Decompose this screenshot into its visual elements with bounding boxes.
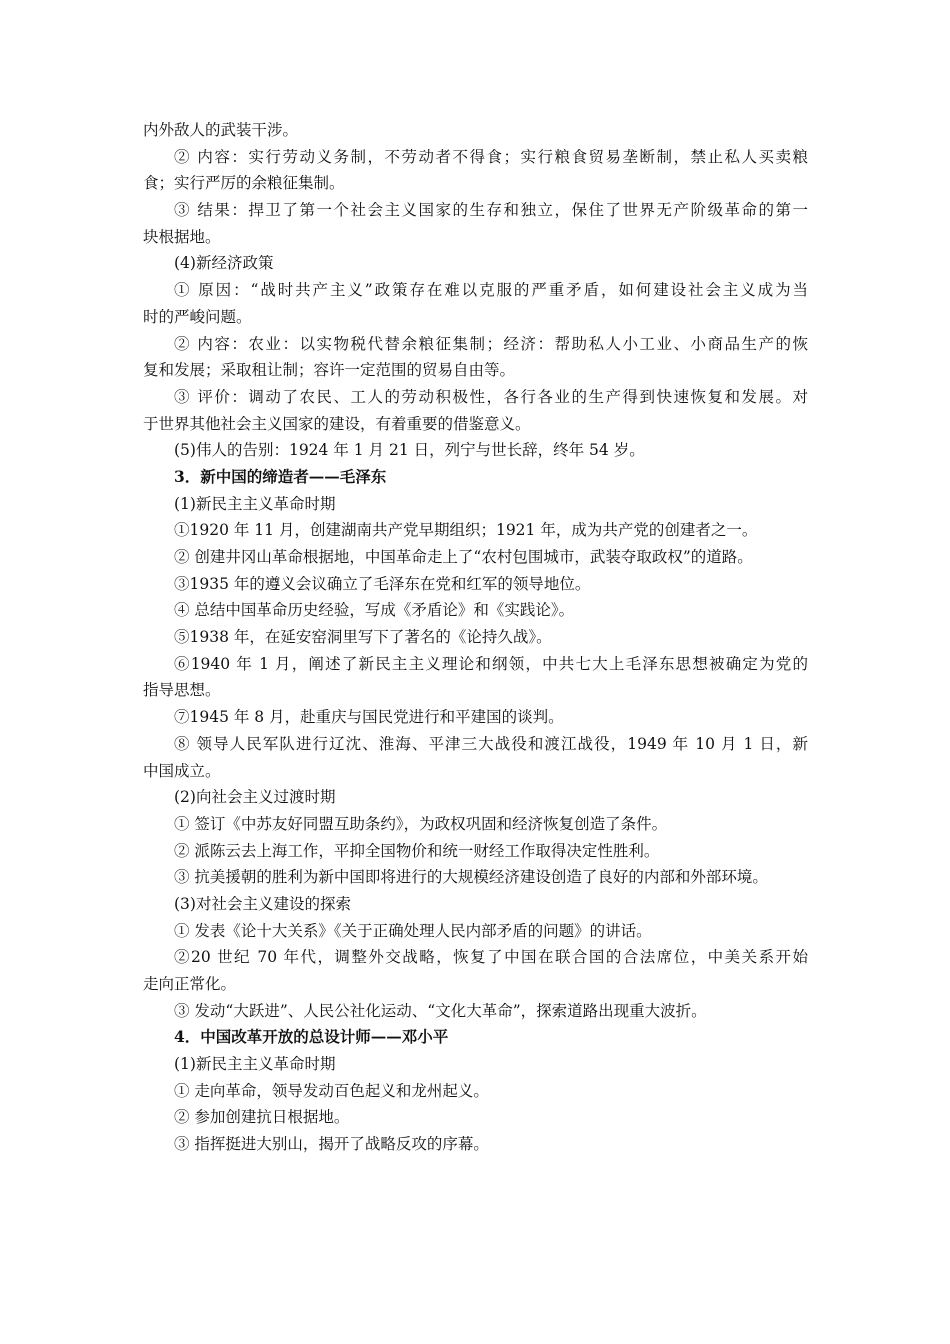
section-heading: (1)新民主主义革命时期 [174, 494, 336, 513]
paragraph-line: ① 发表《论十大关系》《关于正确处理人民内部矛盾的问题》的讲话。 [174, 921, 652, 940]
section-heading: (4)新经济政策 [174, 254, 274, 273]
paragraph-line: 复和发展；采取租让制；容许一定范围的贸易自由等。 [143, 361, 516, 380]
section-heading: (2)向社会主义过渡时期 [174, 788, 336, 807]
paragraph-line: ② 内容：实行劳动义务制，不劳动者不得食；实行粮食贸易垄断制，禁止私人买卖粮 [174, 147, 808, 166]
paragraph-line: ① 签订《中苏友好同盟互助条约》，为政权巩固和经济恢复创造了条件。 [174, 814, 668, 833]
section-heading: (1)新民主主义革命时期 [174, 1055, 336, 1074]
paragraph-line: ⑤1938 年，在延安窑洞里写下了著名的《论持久战》。 [174, 628, 552, 647]
paragraph-line: ③1935 年的遵义会议确立了毛泽东在党和红军的领导地位。 [174, 574, 591, 593]
paragraph-line: 中国成立。 [143, 761, 221, 780]
paragraph-line: ③ 结果：捍卫了第一个社会主义国家的生存和独立，保住了世界无产阶级革命的第一 [174, 201, 808, 220]
section-heading: (3)对社会主义建设的探索 [174, 894, 351, 913]
section-heading: 3．新中国的缔造者——毛泽东 [174, 466, 387, 486]
paragraph-line: ① 原因：“战时共产主义”政策存在难以克服的严重矛盾，如何建设社会主义成为当 [174, 281, 808, 300]
paragraph-line: ⑥1940 年 1 月，阐述了新民主主义理论和纲领，中共七大上毛泽东思想被确定为党的 [174, 654, 808, 673]
paragraph-line: ①1920 年 11 月，创建湖南共产党早期组织；1921 年，成为共产党的创建者之一。 [174, 521, 758, 540]
paragraph-line: ③ 抗美援朝的胜利为新中国即将进行的大规模经济建设创造了良好的内部和外部环境。 [174, 868, 768, 887]
paragraph-line: (5)伟人的告别：1924 年 1 月 21 日，列宁与世长辞，终年 54 岁。 [174, 441, 645, 460]
paragraph-line: ① 走向革命，领导发动百色起义和龙州起义。 [174, 1081, 489, 1100]
paragraph-line: 于世界其他社会主义国家的建设，有着重要的借鉴意义。 [143, 414, 531, 433]
paragraph-line: ③ 指挥挺进大别山，揭开了战略反攻的序幕。 [174, 1135, 489, 1154]
paragraph-line: ② 派陈云去上海工作，平抑全国物价和统一财经工作取得决定性胜利。 [174, 841, 660, 860]
paragraph-line: ③ 评价：调动了农民、工人的劳动积极性，各行各业的生产得到快速恢复和发展。对 [174, 387, 808, 406]
document-body [143, 117, 808, 1158]
paragraph-line: ② 参加创建抗日根据地。 [174, 1108, 350, 1127]
paragraph-line: ② 创建井冈山革命根据地，中国革命走上了“农村包围城市，武装夺取政权”的道路。 [174, 548, 753, 566]
paragraph-line: ④ 总结中国革命历史经验，写成《矛盾论》和《实践论》。 [174, 601, 575, 620]
paragraph-line: ②20 世纪 70 年代，调整外交战略，恢复了中国在联合国的合法席位，中美关系开始 [174, 948, 808, 967]
paragraph-line: 时的严峻问题。 [143, 307, 252, 326]
paragraph-line: ② 内容：农业：以实物税代替余粮征集制；经济：帮助私人小工业、小商品生产的恢 [174, 334, 808, 353]
paragraph-line: 块根据地。 [143, 227, 221, 246]
paragraph-line: 内外敌人的武装干涉。 [143, 121, 299, 139]
paragraph-line: 指导思想。 [143, 681, 221, 700]
paragraph-line: 食；实行严厉的余粮征集制。 [143, 174, 345, 193]
paragraph-line: 走向正常化。 [143, 975, 237, 993]
paragraph-line: ③ 发动“大跃进”、人民公社化运动、“文化大革命”，探索道路出现重大波折。 [174, 1001, 707, 1020]
paragraph-line: ⑦1945 年 8 月，赴重庆与国民党进行和平建国的谈判。 [174, 708, 564, 727]
paragraph-line: ⑧ 领导人民军队进行辽沈、淮海、平津三大战役和渡江战役，1949 年 10 月 1 日，新 [174, 734, 808, 753]
section-heading: 4．中国改革开放的总设计师——邓小平 [174, 1027, 449, 1047]
